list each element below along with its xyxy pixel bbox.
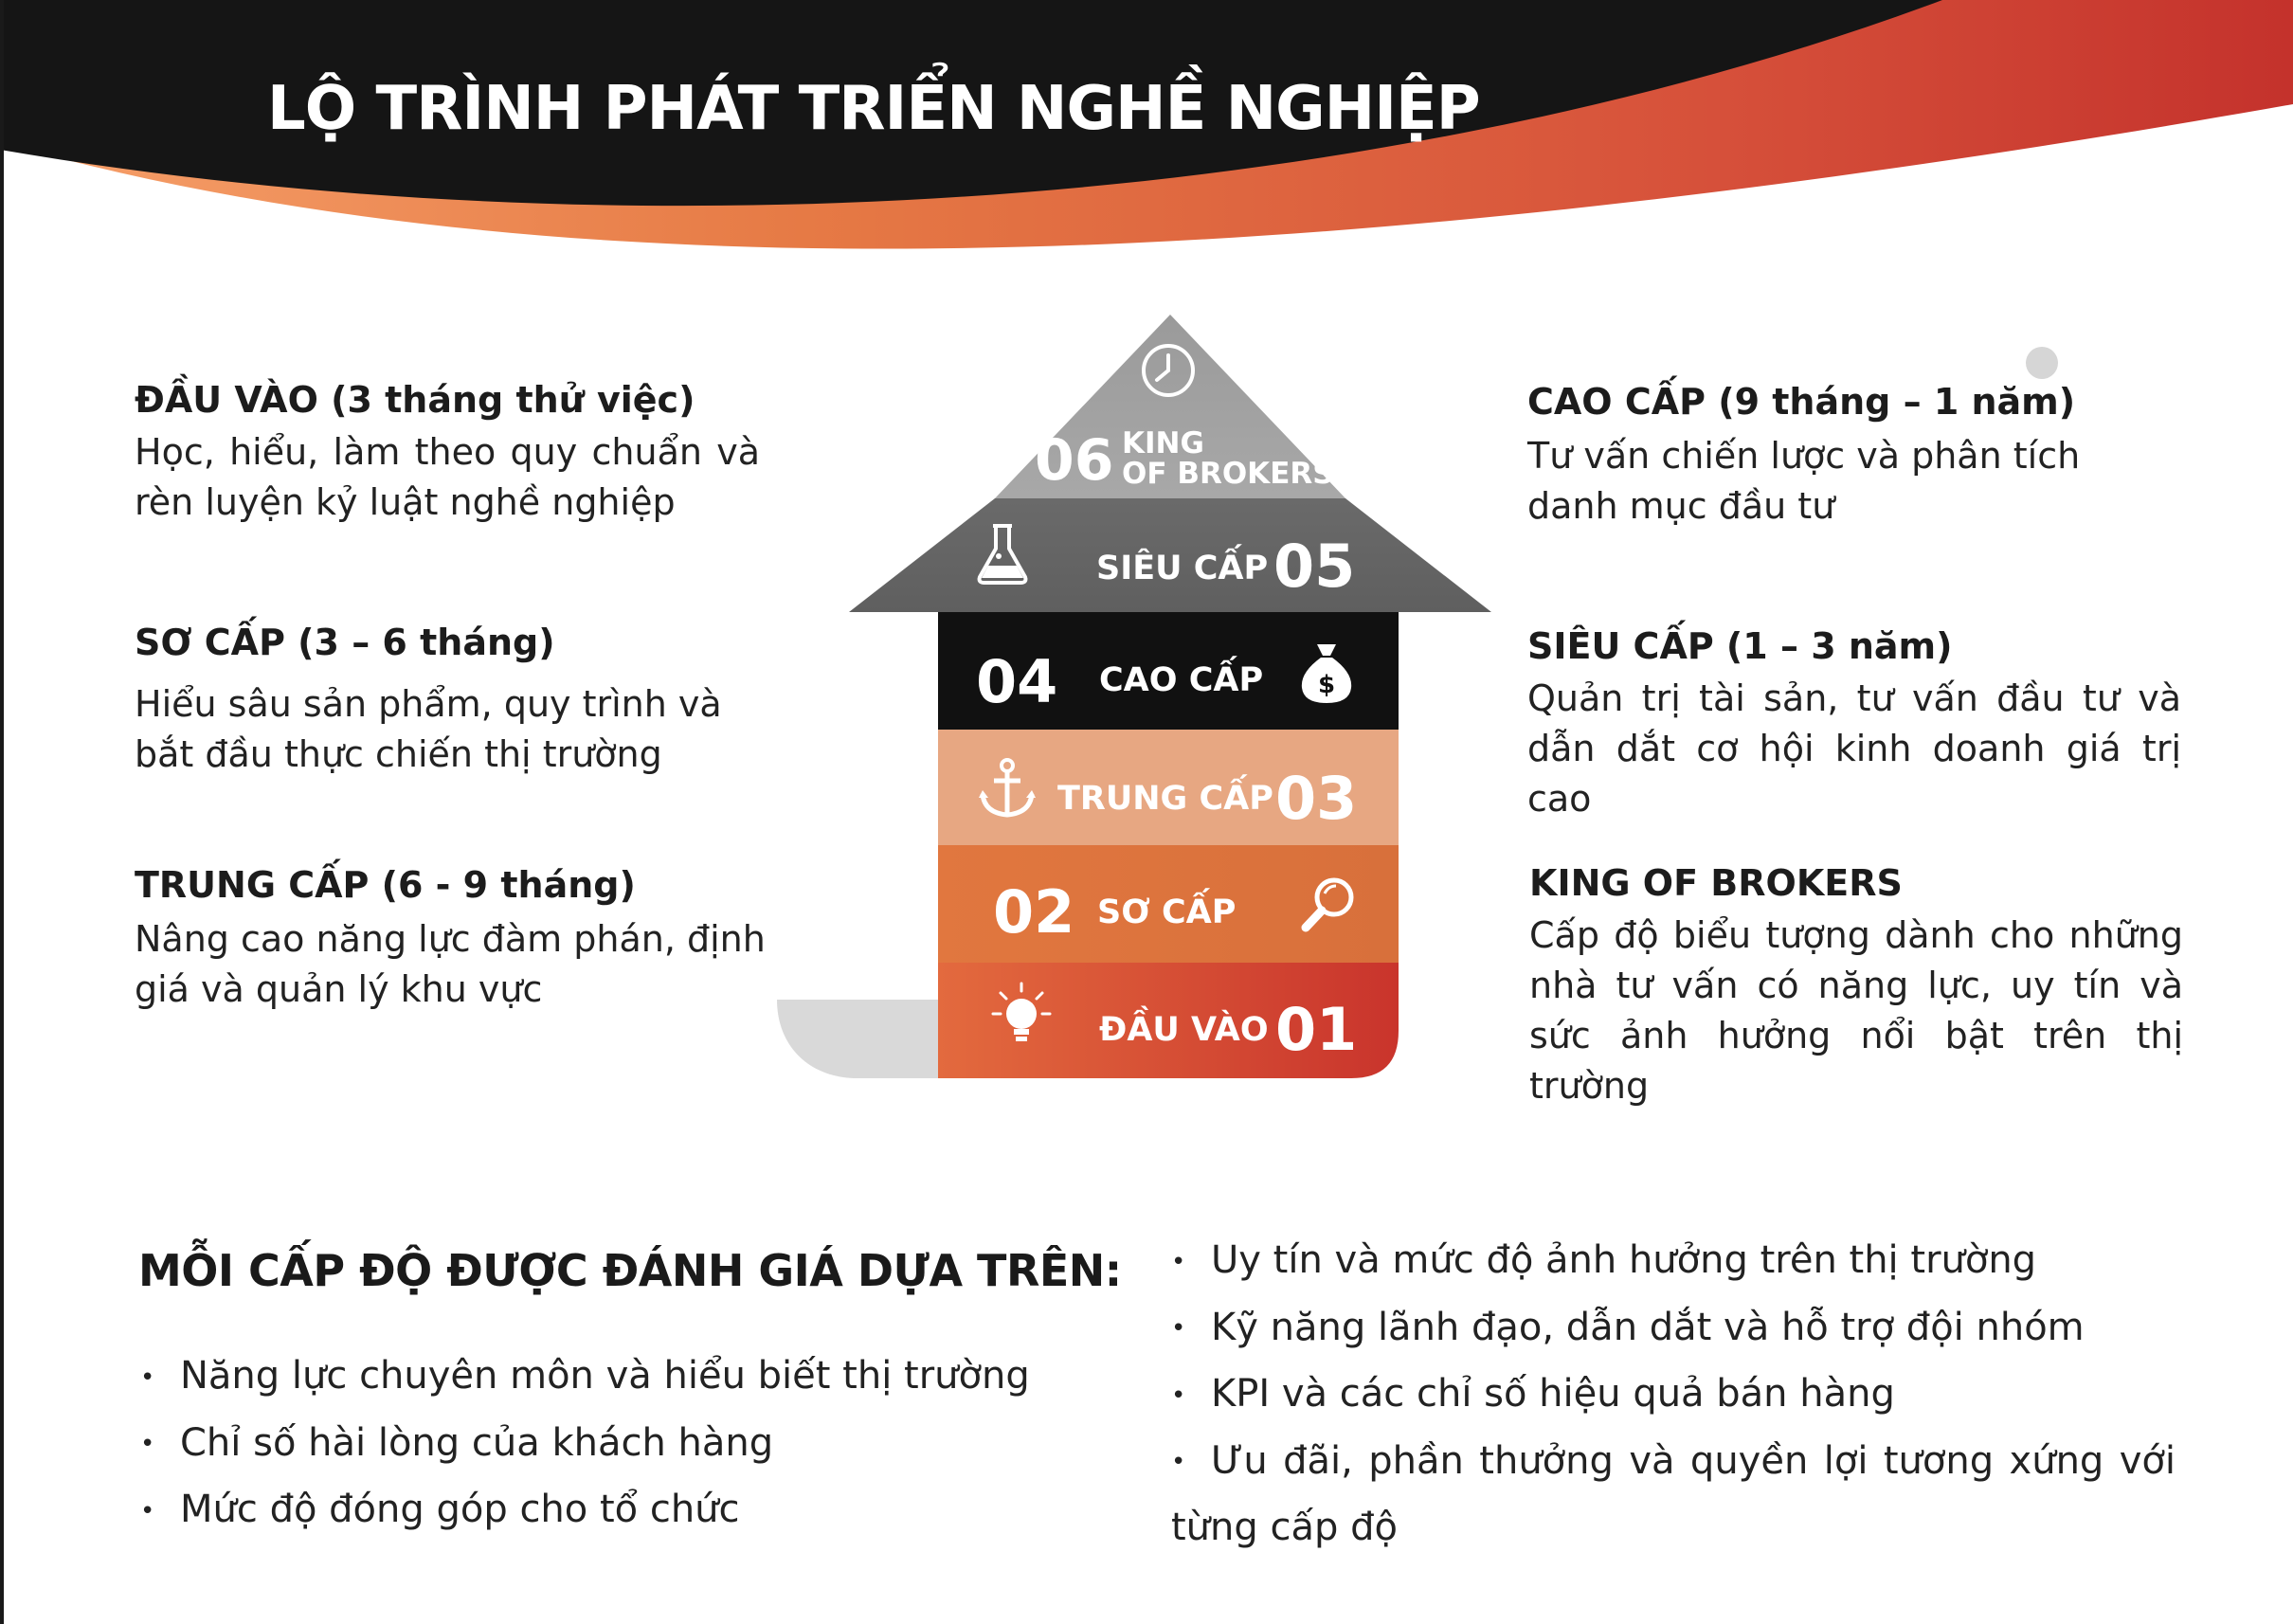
bullet: •	[1171, 1247, 1186, 1276]
list-item	[1171, 1228, 2176, 1295]
level-title: KING OF BROKERS	[1529, 862, 1903, 904]
bullet: •	[140, 1496, 155, 1525]
criteria-list-left	[140, 1344, 1030, 1544]
list-item-text: Kỹ năng lãnh đạo, dẫn dắt và hỗ trợ đội nhóm	[1211, 1305, 2085, 1349]
list-item	[1171, 1429, 2176, 1561]
step-06-label-line1: KING	[1122, 426, 1204, 460]
step-05-label: SIÊU CẤP	[1096, 550, 1269, 587]
step-02-number: 02	[993, 877, 1075, 947]
step-05-number: 05	[1273, 532, 1356, 601]
level-title: TRUNG CẤP (6 - 9 tháng)	[135, 864, 636, 906]
list-item	[140, 1477, 1030, 1544]
list-item	[140, 1411, 1030, 1478]
level-desc: Quản trị tài sản, tư vấn đầu tư và dẫn dắt cơ hội kinh doanh giá trị cao	[1527, 677, 2181, 821]
bullet: •	[140, 1430, 155, 1458]
step-02-label: SƠ CẤP	[1097, 893, 1237, 931]
list-item	[140, 1344, 1030, 1411]
step-03-label: TRUNG CẤP	[1057, 780, 1273, 818]
bullet: •	[1171, 1380, 1186, 1410]
list-item-text: KPI và các chỉ số hiệu quả bán hàng	[1211, 1372, 1895, 1416]
list-item-text: Năng lực chuyên môn và hiểu biết thị trường	[180, 1354, 1030, 1398]
step-01-label: ĐẦU VÀO	[1099, 1011, 1269, 1049]
level-desc: Hiểu sâu sản phẩm, quy trình và bắt đầu thực chiến thị trường	[135, 683, 722, 776]
base-curl	[777, 1000, 943, 1078]
bullet: •	[1171, 1448, 1186, 1476]
list-item-text: Ưu đãi, phần thưởng và quyền lợi tương xứng với từng cấp độ	[1171, 1438, 2176, 1549]
list-item-text: Uy tín và mức độ ảnh hưởng trên thị trường	[1211, 1238, 2037, 1282]
list-item-text: Chỉ số hài lòng của khách hàng	[180, 1420, 774, 1465]
step-03-number: 03	[1275, 764, 1358, 833]
bullet: •	[140, 1362, 155, 1392]
list-item	[1171, 1362, 2176, 1429]
criteria-list-right	[1171, 1228, 2176, 1561]
step-06-label-line2: OF BROKERS	[1122, 457, 1334, 491]
level-title: SIÊU CẤP (1 – 3 năm)	[1527, 625, 1953, 667]
criteria-title: MỖI CẤP ĐỘ ĐƯỢC ĐÁNH GIÁ DỰA TRÊN:	[138, 1245, 1122, 1296]
step-04-number: 04	[976, 647, 1058, 716]
svg-text:$: $	[1317, 671, 1336, 699]
level-desc: Học, hiểu, làm theo quy chuẩn và rèn luyện kỷ luật nghề nghiệp	[135, 431, 760, 524]
page-title: LỘ TRÌNH PHÁT TRIỂN NGHỀ NGHIỆP	[267, 74, 1480, 144]
bullet: •	[1171, 1314, 1186, 1343]
level-title: ĐẦU VÀO (3 tháng thử việc)	[135, 379, 695, 421]
level-desc: Cấp độ biểu tượng dành cho những nhà tư vấn có năng lực, uy tín và sức ảnh hưởng nổi bật trên thị trường	[1529, 914, 2183, 1108]
list-item-text: Mức độ đóng góp cho tổ chức	[180, 1488, 740, 1531]
step-04-label: CAO CẤP	[1099, 661, 1264, 699]
level-title: CAO CẤP (9 tháng – 1 năm)	[1527, 381, 2076, 423]
step-01-number: 01	[1275, 995, 1358, 1064]
level-desc: Tư vấn chiến lược và phân tích danh mục đầu tư	[1527, 435, 2081, 528]
step-06-number: 06	[1035, 427, 1114, 494]
list-item	[1171, 1295, 2176, 1362]
level-desc: Nâng cao năng lực đàm phán, định giá và quản lý khu vực	[135, 918, 766, 1011]
level-title: SƠ CẤP (3 – 6 tháng)	[135, 622, 555, 663]
